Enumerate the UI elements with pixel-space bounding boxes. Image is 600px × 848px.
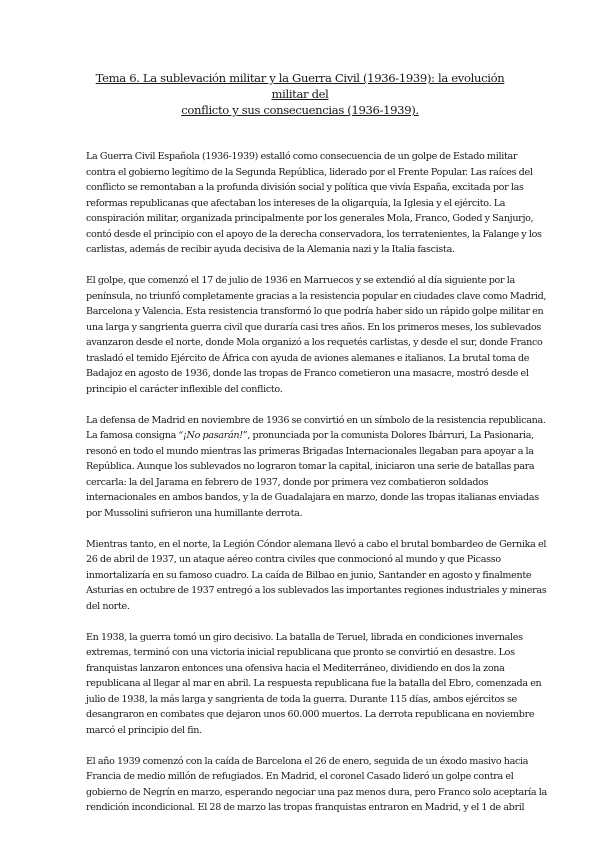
text-line: resonó en todo el mundo mientras las primeras Brigadas Internacionales llegaban para apoyar a la <box>86 445 534 457</box>
text-line: marcó el principio del fin. <box>86 724 202 736</box>
text-line: una larga y sangrienta guerra civil que duraría casi tres años. En los primeros meses, los sublevados <box>86 321 542 333</box>
text-line: Francia de medio millón de refugiados. En Madrid, el coronel Casado lideró un golpe contra el <box>86 771 514 782</box>
text-line: del norte. <box>86 600 130 612</box>
text-line: por Mussolini sufrieron una humillante derrota. <box>86 507 303 519</box>
text-line: Badajoz en agosto de 1936, donde las tropas de Franco cometieron una masacre, mostró desde el <box>86 368 529 379</box>
text-line: La Guerra Civil Española (1936-1939) estalló como consecuencia de un golpe de Estado militar <box>86 151 518 162</box>
text-line: En 1938, la guerra tomó un giro decisivo. La batalla de Teruel, librada en condiciones invernales <box>86 631 523 643</box>
text-line: El golpe, que comenzó el 17 de julio de 1936 en Marruecos y se extendió al día siguiente por la <box>86 275 515 286</box>
text-line: principio el carácter inflexible del conflicto. <box>86 383 283 395</box>
slogan-quote: “¡No pasarán!” <box>178 430 248 441</box>
text-line: Asturias en octubre de 1937 entregó a los sublevados las importantes regiones industriales y mineras <box>86 585 547 596</box>
text-line: extremas, terminó con una victoria inicial republicana que pronto se convirtió en desastre. Los <box>86 647 515 658</box>
text-line: La famosa consigna “¡No pasarán!”, pronunciada por la comunista Dolores Ibárruri, La Pasionaria, <box>86 430 534 441</box>
text-line: julio de 1938, la más larga y sangrienta de toda la guerra. Durante 115 días, ambos ejércitos se <box>86 693 517 705</box>
text-line: Barcelona y Valencia. Esta resistencia transformó lo que podría haber sido un rápido golpe militar en <box>86 306 544 317</box>
text-line: inmortalizaría en su famoso cuadro. La caída de Bilbao en junio, Santander en agosto y finalmente <box>86 569 532 581</box>
text-line: reformas republicanas que afectaban los intereses de la oligarquía, la Iglesia y el ejército. La <box>86 197 506 209</box>
text-line: península, no triunfó completamente gracias a la resistencia popular en ciudades clave como Madrid, <box>86 290 547 302</box>
text-line: Mientras tanto, en el norte, la Legión Cóndor alemana llevó a cabo el brutal bombardeo de Gernika el <box>86 538 547 550</box>
paragraph-madrid <box>86 413 546 522</box>
text-line: trasladó el temido Ejército de África con ayuda de aviones alemanes e italianos. La brutal toma de <box>86 352 530 364</box>
text-line: avanzaron desde el norte, donde Mola organizó a los requetés carlistas, y desde el sur, donde Franco <box>86 337 543 348</box>
text-line: gobierno de Negrín en marzo, esperando negociar una paz menos dura, pero Franco solo aceptaría la <box>86 786 547 798</box>
text-line: contra el gobierno legítimo de la Segunda República, liderado por el Frente Popular. Las raíces del <box>86 166 533 178</box>
text-line: cercarla: la del Jarama en febrero de 1937, donde por primera vez combatieron soldados <box>86 476 489 488</box>
paragraph-causes <box>86 149 542 258</box>
title-line: conflicto y sus consecuencias (1936-1939). <box>181 103 419 117</box>
text-line: carlistas, además de recibir ayuda decisiva de la Alemania nazi y la Italia fascista. <box>86 244 455 255</box>
text-line: rendición incondicional. El 28 de marzo las tropas franquistas entraron en Madrid, y el 1 de abril <box>86 802 525 813</box>
document-title <box>86 70 514 118</box>
title-line: Tema 6. La sublevación militar y la Guerra Civil (1936-1939): la evolución militar del <box>95 71 505 101</box>
paragraph-coup <box>86 273 547 397</box>
text-line: conflicto se remontaban a la profunda división social y política que vivía España, excitada por las <box>86 182 524 193</box>
text-line: conspiración militar, organizada principalmente por los generales Mola, Franco, Goded y Sanjurjo, <box>86 213 534 224</box>
text-line: franquistas lanzaron entonces una ofensiva hacia el Mediterráneo, dividiendo en dos la zona <box>86 662 505 674</box>
text-line: internacionales en ambos bandos, y la de Guadalajara en marzo, donde las tropas italianas enviadas <box>86 492 539 503</box>
paragraph-1939 <box>86 754 547 816</box>
paragraph-1938 <box>86 630 542 739</box>
text-line: 26 de abril de 1937, un ataque aéreo contra civiles que conmocionó al mundo y que Picasso <box>86 554 501 565</box>
text-line: desangraron en combates que dejaron unos 60.000 muertos. La derrota republicana en noviembre <box>86 709 535 720</box>
text-line: republicana al llegar al mar en abril. La respuesta republicana fue la batalla del Ebro, comenzada en <box>86 678 542 689</box>
paragraph-north <box>86 537 547 615</box>
text-line: República. Aunque los sublevados no lograron tomar la capital, iniciaron una serie de batallas para <box>86 461 535 472</box>
text-line: La defensa de Madrid en noviembre de 1936 se convirtió en un símbolo de la resistencia republicana. <box>86 414 546 426</box>
text-line: contó desde el principio con el apoyo de la derecha conservadora, los terratenientes, la Falange y los <box>86 228 542 240</box>
text-line: El año 1939 comenzó con la caída de Barcelona el 26 de enero, seguida de un éxodo masivo hacia <box>86 755 529 767</box>
